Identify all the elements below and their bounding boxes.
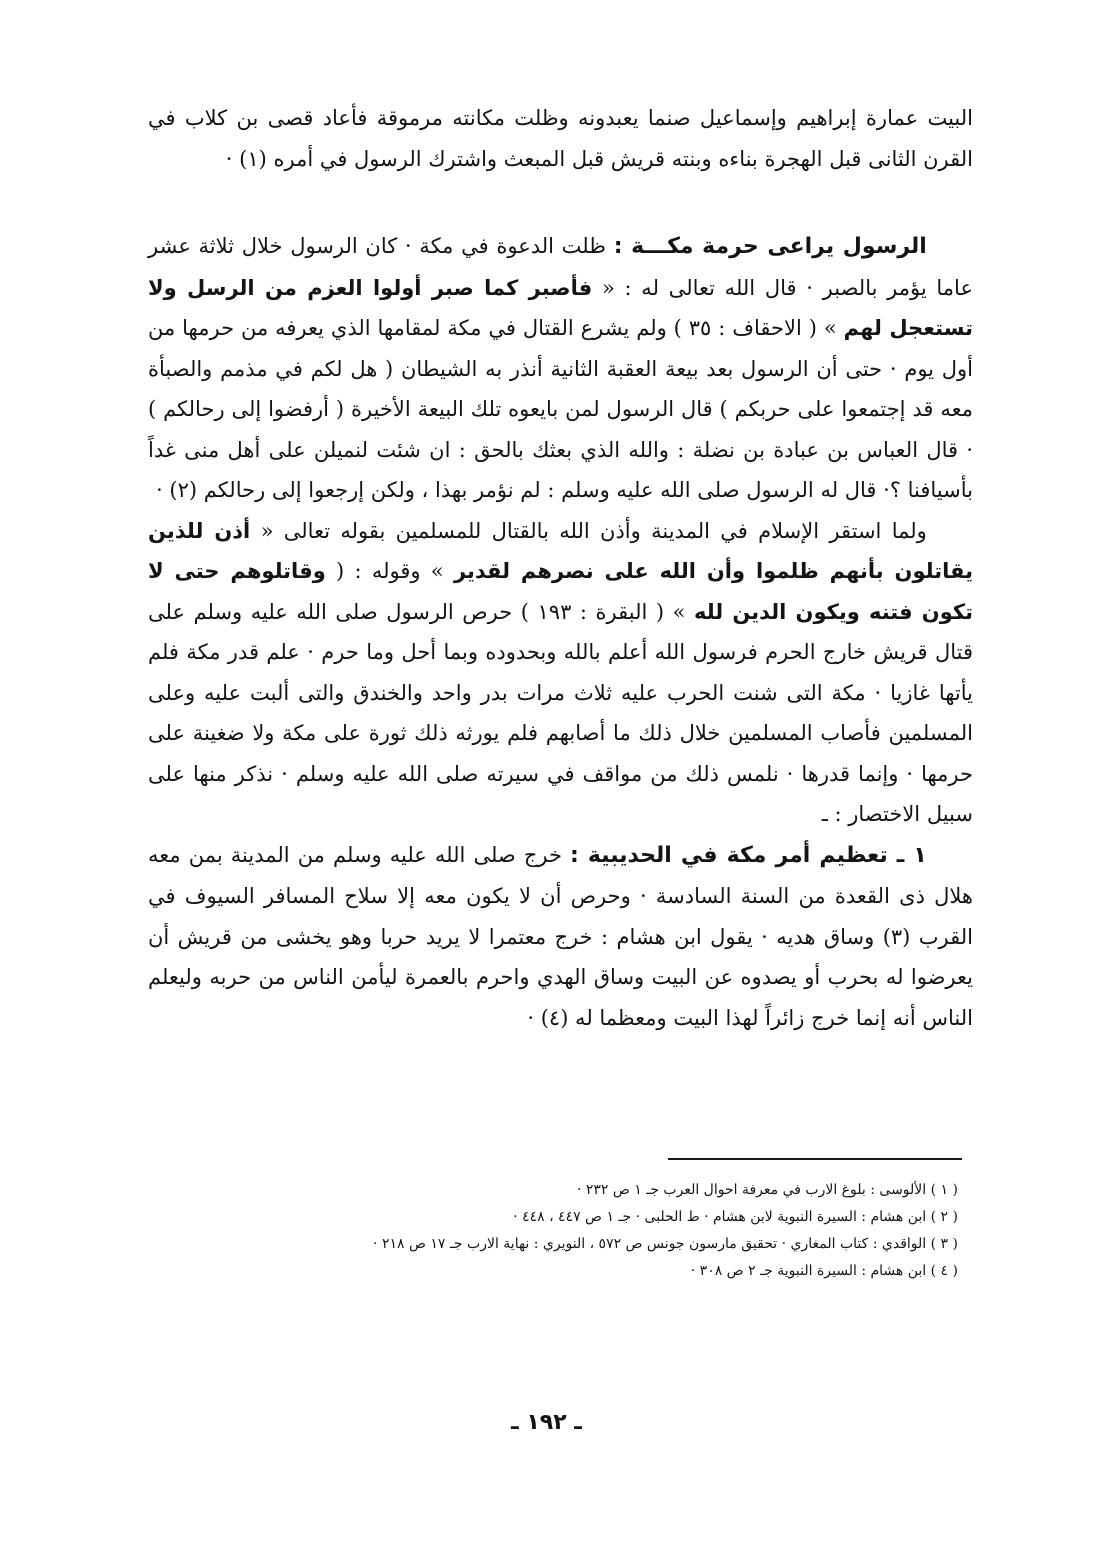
footnotes — [148, 1177, 958, 1285]
paragraph-text: ولما استقر الإسلام في المدينة وأذن الله بالقتال للمسلمين بقوله تعالى « — [260, 518, 927, 543]
footnote-4: ( ٤ ) ابن هشام : السيرة النبوية جـ ٢ ص ٣٠٨ · — [690, 1263, 958, 1279]
paragraph-text: » ( الاحقاف : ٣٥ ) ولم يشرع القتال في مكة لمقامها الذي يعرفه من حرمها من أول يوم · حتى أن الرسول بعد بيعة العقبة الثانية أنذر به الشيطان ( هل لكم في مذمم والصبأة معه قد إجتمعوا على حربكم ) قال الرسول لمن بايعوه تلك البيعة الأخيرة ( أرفضوا إلى رحالكم ) · قال العباس بن عبادة بن نضلة : والله الذي بعثك بالحق : ان شئت لنميلن على أهل منى غداً بأسيافنا ؟· قال له الرسول صلى الله عليه وسلم : لم نؤمر بهذا ، ولكن إرجعوا إلى رحالكم (٢) · — [148, 316, 974, 502]
footnote-separator — [668, 1158, 962, 1160]
page-number: ـ ١٩٢ ـ — [511, 1410, 582, 1435]
paragraph-text: خرج صلى الله عليه وسلم من المدينة بمن معه هلال ذى القعدة من السنة السادسة · وحرص أن لا يكون معه إلا سلاح المسافر السيوف في القرب (٣) وساق هديه · يقول ابن هشام : خرج معتمرا لا يريد حربا وهو يخشى من قريش أن يعرضوا له بحرب أو يصدوه عن البيت وساق الهدي واحرم بالعمرة ليأمن الناس من حربه وليعلم الناس أنه إنما خرج زائراً لهذا البيت ومعظما له (٤) · — [148, 842, 973, 1030]
quran-quote-fight: وقاتلوهم حتى لا تكون فتنه ويكون الدين لله — [148, 559, 973, 624]
main-body — [148, 226, 973, 1038]
footnote-2: ( ٢ ) ابن هشام : السيرة النبوية لابن هشام · ط الحلبى · جـ ١ ص ٤٤٧ ، ٤٤٨ · — [513, 1209, 958, 1225]
paragraph-text: » ( البقرة : ١٩٣ ) حرص الرسول صلى الله عليه وسلم على قتال قريش خارج الحرم فرسول الله أعلم بالله وبحدوده وبما أحل وما حرم · علم قدر مكة فلم يأتها غازيا · مكة التى شنت الحرب عليه ثلاث مرات بدر واحد والخندق والتى ألبت عليه وعلى المسلمين فأصاب المسلمين خلال ذلك ما أصابهم فلم يورثه ذلك ثورة على مكة ولا ضغينة على حرمها · وإنما قدرها · نلمس ذلك من مواقف في سيرته صلى الله عليه وسلم · نذكر منها على سبيل الاختصار : ـ — [148, 599, 973, 826]
footnote-1: ( ١ ) الألوسى : بلوغ الارب في معرفة احوال العرب جـ ١ ص ٢٣٢ · — [576, 1182, 958, 1198]
paragraph-text: » وقوله : ( — [336, 559, 444, 583]
hudaybiyyah-paragraph — [148, 835, 973, 1039]
footnote-3: ( ٣ ) الواقدي : كتاب المغاري · تحقيق مارسون جونس ص ٥٧٢ ، النويري : نهاية الارب جـ ١٧ ص ٢١٨ · — [373, 1236, 958, 1252]
fighting-permission-paragraph — [148, 511, 973, 835]
quran-quote-permission: أذن للذين يقاتلون بأنهم ظلموا وأن الله على نصرهم لقدير — [148, 518, 973, 583]
paragraph-text: ظلت الدعوة في مكة · كان الرسول خلال ثلاثة عشر عاما يؤمر بالصبر · قال الله تعالى له : « — [148, 234, 973, 300]
intro-paragraph — [148, 98, 973, 179]
section-mecca-sanctity-paragraph — [148, 226, 973, 511]
quran-quote-patience: فأصبر كما صبر أولوا العزم من الرسل ولا تستعجل لهم — [148, 275, 973, 340]
section-heading-hudaybiyyah: ١ ـ تعظيم أمر مكة في الحديبية : — [570, 842, 927, 868]
intro-text: البيت عمارة إبراهيم وإسماعيل صنما يعبدونه وظلت مكانته مرموقة فأعاد قصى بن كلاب في القرن الثانى قبل الهجرة بناءه وبنته قريش قبل المبعث واشترك الرسول في أمره (١) · — [148, 106, 973, 171]
section-heading-mecca-sanctity: الرسول يراعى حرمة مكـــة : — [613, 234, 927, 259]
